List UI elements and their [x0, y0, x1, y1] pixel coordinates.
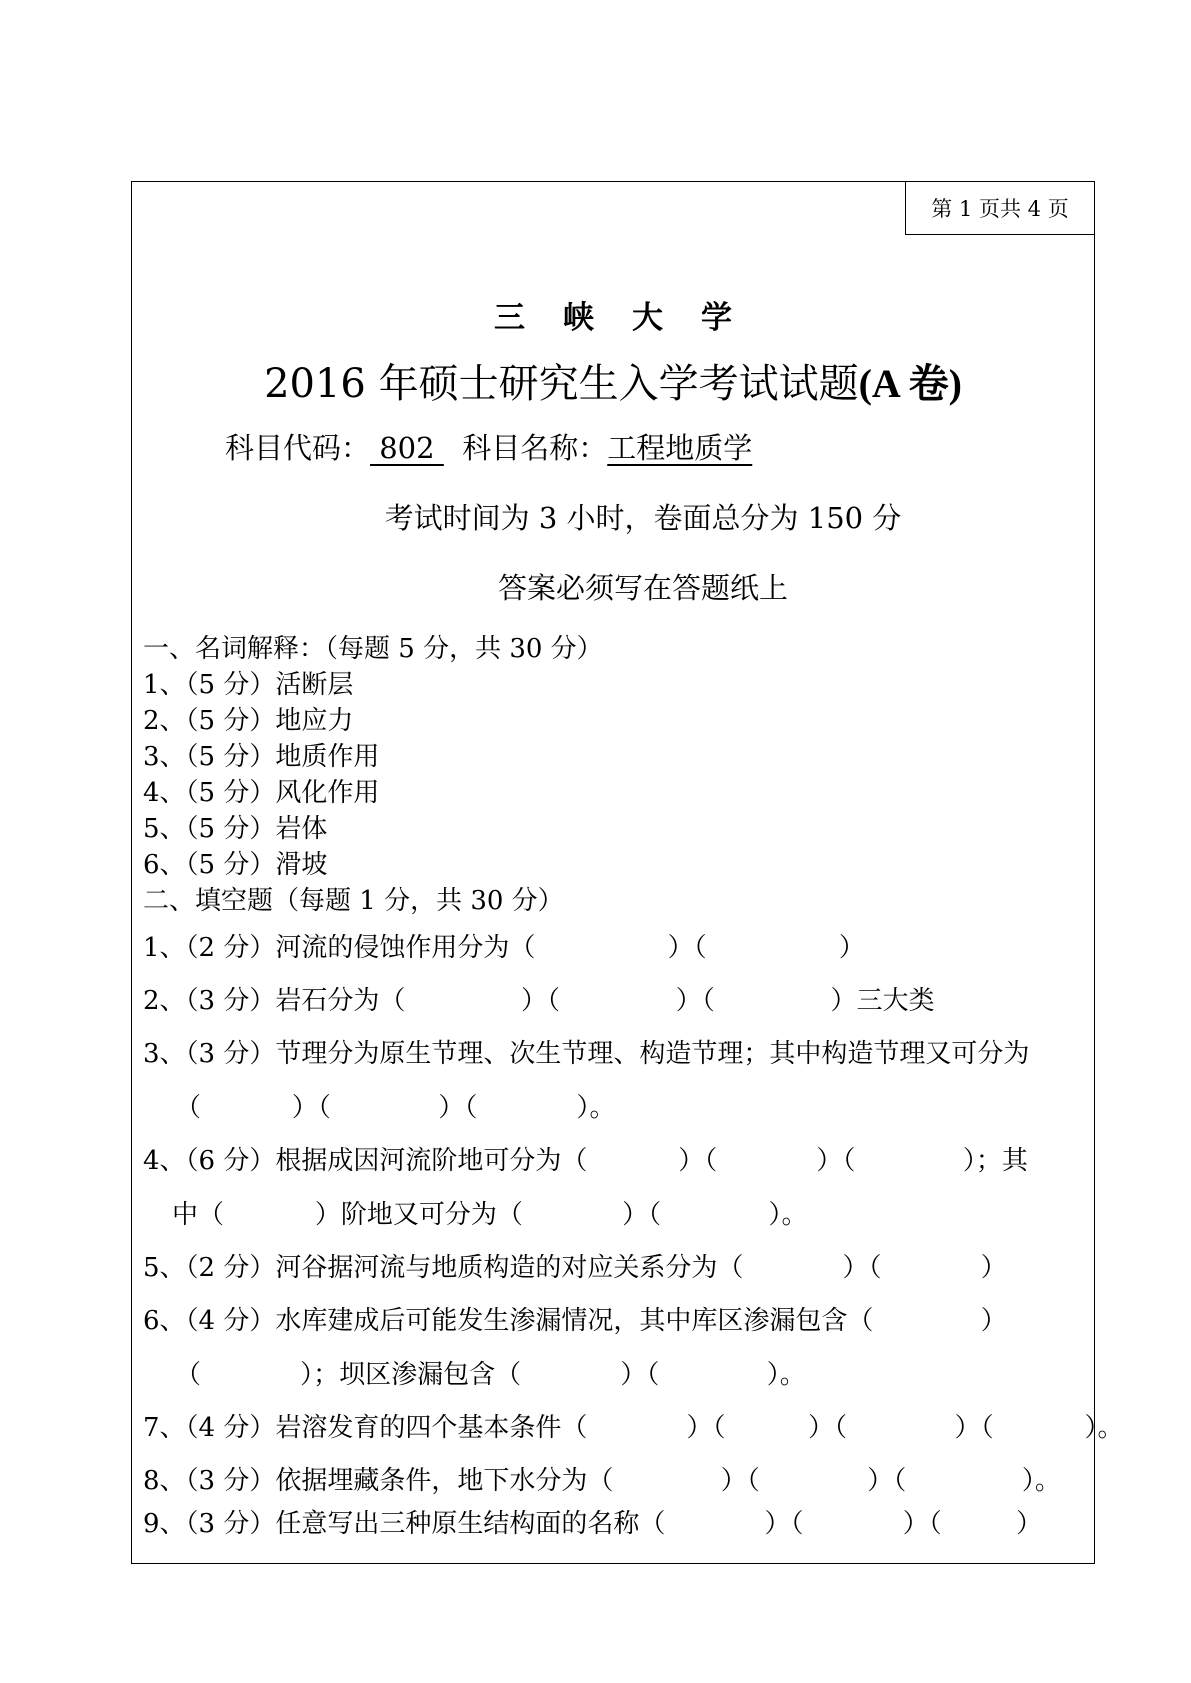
question-item: 6、（4 分）水库建成后可能发生渗漏情况，其中库区渗漏包含（ ）: [143, 1306, 1007, 1336]
question-item: 5、（2 分）河谷据河流与地质构造的对应关系分为（ ）（ ）: [143, 1253, 1007, 1283]
question-item-continued: （ ）；坝区渗漏包含（ ）（ ）。: [175, 1360, 806, 1390]
exam-paper-frame: [131, 181, 1124, 1564]
question-item: 9、（3 分）任意写出三种原生结构面的名称（ ）（ ）（ ）: [143, 1509, 1043, 1539]
question-item: 1、（5 分）活断层: [143, 670, 354, 700]
question-item: 3、（5 分）地质作用: [143, 742, 380, 772]
subject-name-label: 科目名称：: [443, 431, 608, 465]
subject-code-label: 科目代码：: [225, 431, 371, 465]
university-name: 三峡大学: [494, 300, 770, 336]
exam-title: [132, 352, 1094, 409]
section-heading: 二、填空题（每题 1 分，共 30 分）: [143, 886, 564, 916]
subject-code: 802: [370, 431, 444, 465]
exam-time-note: 考试时间为 3 小时，卷面总分为 150 分: [384, 501, 902, 535]
question-item: 2、（3 分）岩石分为（ ）（ ）（ ）三大类: [143, 986, 935, 1016]
question-item-continued: 中（ ）阶地又可分为（ ）（ ）。: [172, 1200, 808, 1230]
exam-title-suffix: (A 卷): [858, 361, 962, 406]
question-item: 7、（4 分）岩溶发育的四个基本条件（ ）（ ）（ ）（ ）。: [143, 1413, 1124, 1443]
question-item: 4、（6 分）根据成因河流阶地可分为（ ）（ ）（ ）；其: [143, 1146, 1028, 1176]
question-item: 5、（5 分）岩体: [143, 814, 328, 844]
answer-sheet-note: 答案必须写在答题纸上: [497, 571, 788, 605]
question-item: 8、（3 分）依据埋藏条件，地下水分为（ ）（ ）（ ）。: [143, 1466, 1061, 1496]
subject-name: 工程地质学: [607, 431, 753, 465]
subject-line: [225, 426, 752, 467]
question-item: 3、（3 分）节理分为原生节理、次生节理、构造节理；其中构造节理又可分为: [143, 1039, 1030, 1069]
exam-title-main: 2016 年硕士研究生入学考试试题: [264, 361, 859, 407]
page-indicator: 第 1 页共 4 页: [905, 181, 1095, 235]
question-item: 1、（2 分）河流的侵蚀作用分为（ ）（ ）: [143, 933, 865, 963]
question-item: 6、（5 分）滑坡: [143, 850, 328, 880]
question-item-continued: （ ）（ ）（ ）。: [175, 1093, 616, 1123]
section-heading: 一、名词解释：（每题 5 分，共 30 分）: [143, 634, 603, 664]
question-item: 4、（5 分）风化作用: [143, 778, 380, 808]
question-item: 2、（5 分）地应力: [143, 706, 354, 736]
